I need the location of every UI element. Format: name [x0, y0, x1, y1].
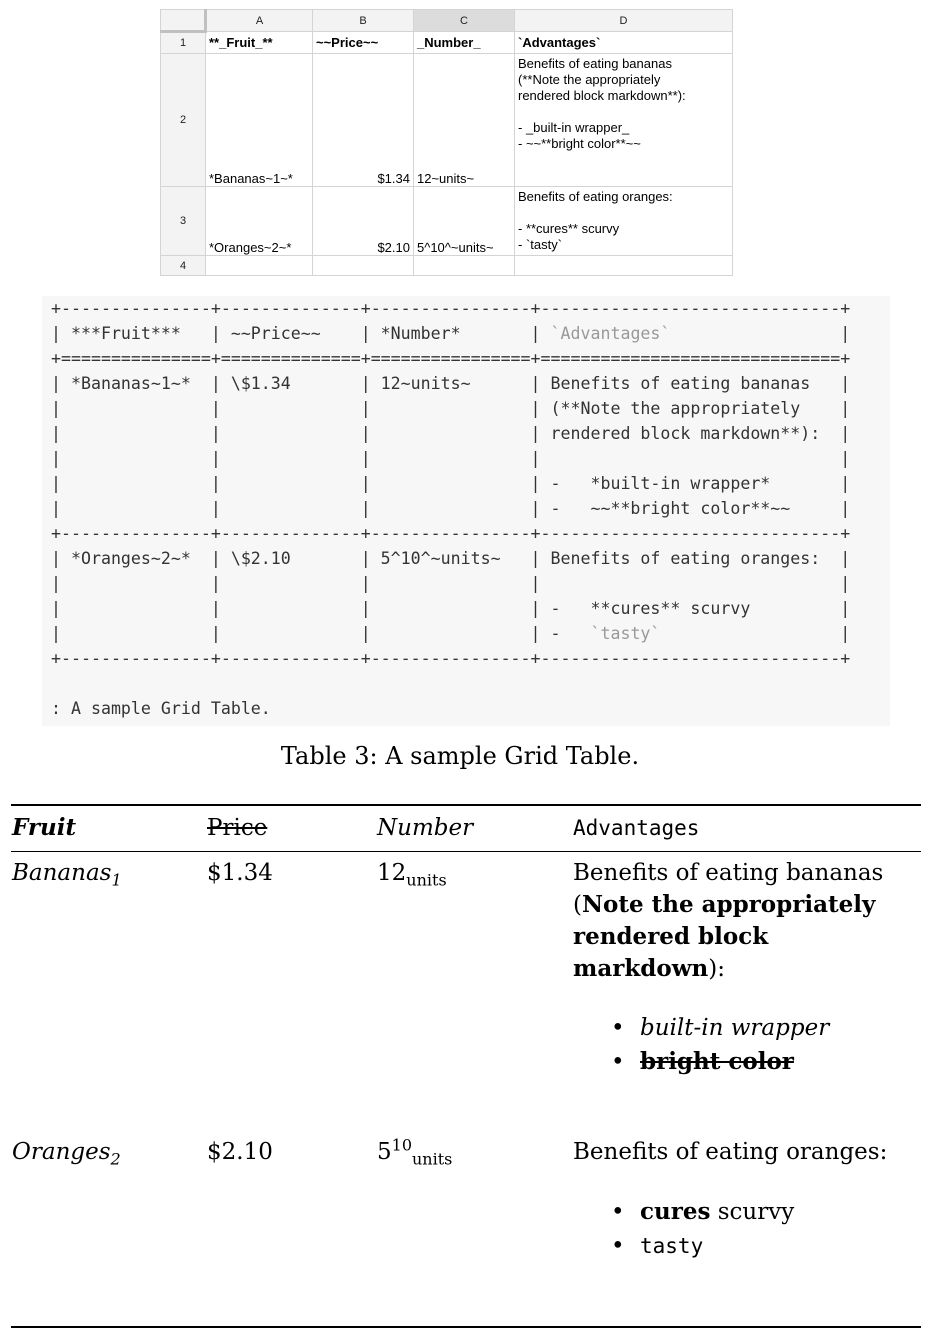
- column-header-b[interactable]: B: [313, 10, 414, 32]
- cell-b2[interactable]: $1.34: [313, 54, 414, 187]
- cell-d2[interactable]: Benefits of eating bananas (**Note the appropriately rendered block markdown**): - _built-in wrapper_ - ~~**bright color**~~: [515, 54, 733, 187]
- open-paren: (: [573, 892, 582, 918]
- row2-number-text: 5: [377, 1139, 392, 1165]
- row2-bullet2: tasty: [640, 1234, 704, 1258]
- row2-number-subscript: units: [412, 1149, 453, 1169]
- row2-bullet1-rest: scurvy: [710, 1199, 795, 1225]
- source-line: +===============+==============+================+==============================+: [51, 349, 851, 368]
- row1-adv-line1: Benefits of eating bananas: [573, 860, 884, 886]
- bottom-rule: [11, 1326, 921, 1328]
- row1-number-subscript: units: [406, 870, 447, 890]
- row1-adv-line2: [573, 889, 913, 921]
- row1-fruit: [12, 857, 122, 889]
- header-number: Number: [377, 815, 474, 841]
- row1-fruit-text: Bananas: [12, 860, 112, 886]
- bullet-icon: •: [611, 1049, 625, 1075]
- row2-adv-line1: Benefits of eating oranges:: [573, 1139, 888, 1165]
- row2-fruit: [12, 1136, 121, 1168]
- cell-d3[interactable]: Benefits of eating oranges: - **cures** scurvy - `tasty`: [515, 187, 733, 256]
- mid-rule: [11, 851, 921, 852]
- row1-adv-bold2: rendered block: [573, 923, 769, 950]
- cell-c2[interactable]: 12~units~: [414, 54, 515, 187]
- row1-bullet2: bright color: [640, 1048, 794, 1075]
- bullet-icon: •: [611, 1015, 625, 1041]
- row2-bullet1: [640, 1196, 794, 1228]
- row2-number: [377, 1136, 452, 1168]
- cell-b1[interactable]: ~~Price~~: [313, 32, 414, 54]
- row1-fruit-subscript: 1: [111, 870, 122, 890]
- header-price: Price: [207, 815, 268, 841]
- row2-fruit-text: Oranges: [12, 1139, 111, 1165]
- header-advantages: Advantages: [573, 816, 700, 840]
- source-line: | | | | - **cures** scurvy |: [51, 599, 851, 618]
- source-line: | | | | |: [51, 449, 851, 468]
- cell-b4[interactable]: [313, 256, 414, 276]
- cell-c3[interactable]: 5^10^~units~: [414, 187, 515, 256]
- row1-number-text: 12: [377, 860, 407, 886]
- source-line: +---------------+--------------+----------------+------------------------------+: [51, 649, 851, 668]
- row1-adv-bold1: Note the appropriately: [581, 891, 876, 918]
- cell-d1[interactable]: `Advantages`: [515, 32, 733, 54]
- row1-number: [377, 857, 447, 889]
- source-line: |: [660, 624, 851, 643]
- top-rule: [11, 804, 921, 806]
- cell-c4[interactable]: [414, 256, 515, 276]
- source-caption-line: : A sample Grid Table.: [51, 699, 271, 718]
- cell-d4[interactable]: [515, 256, 733, 276]
- cell-a2[interactable]: *Bananas~1~*: [206, 54, 313, 187]
- cell-c1[interactable]: _Number_: [414, 32, 515, 54]
- grid-table-source-block: [42, 296, 890, 726]
- header-fruit: Fruit: [12, 814, 77, 841]
- source-line: |: [670, 324, 851, 343]
- row2-fruit-subscript: 2: [110, 1149, 121, 1169]
- column-header-a[interactable]: A: [206, 10, 313, 32]
- column-header-c[interactable]: C: [414, 10, 515, 32]
- source-line: | *Oranges~2~* | \$2.10 | 5^10^~units~ | Benefits of eating oranges: |: [51, 549, 851, 568]
- row1-price: $1.34: [207, 860, 273, 886]
- source-line: | ***Fruit*** | ~~Price~~ | *Number* |: [51, 324, 551, 343]
- source-line: +---------------+--------------+----------------+------------------------------+: [51, 524, 851, 543]
- source-line: | | | | |: [51, 574, 851, 593]
- row2-price: $2.10: [207, 1139, 273, 1165]
- source-line: | | | | - *built-in wrapper* |: [51, 474, 851, 493]
- row2-bullet1-bold: cures: [640, 1198, 711, 1225]
- source-code-span: `Advantages`: [550, 324, 671, 343]
- row1-bullet1: built-in wrapper: [640, 1015, 830, 1041]
- source-line: | | | | - ~~**bright color**~~ |: [51, 499, 851, 518]
- source-line: | | | | rendered block markdown**): |: [51, 424, 851, 443]
- grid-table-source: [42, 296, 890, 721]
- source-line: +---------------+--------------+----------------+------------------------------+: [51, 299, 851, 318]
- row1-advantages: [573, 857, 913, 985]
- cell-a4[interactable]: [206, 256, 313, 276]
- spreadsheet: [160, 9, 733, 276]
- row2-number-superscript: 10: [391, 1135, 412, 1155]
- table-caption: Table 3: A sample Grid Table.: [280, 742, 640, 770]
- close-paren: ):: [708, 956, 725, 982]
- row-header-4[interactable]: 4: [161, 256, 206, 276]
- source-line: | *Bananas~1~* | \$1.34 | 12~units~ | Benefits of eating bananas |: [51, 374, 851, 393]
- column-header-d[interactable]: D: [515, 10, 733, 32]
- bullet-icon: •: [611, 1233, 625, 1259]
- source-code-span: `tasty`: [590, 624, 661, 643]
- cell-a1[interactable]: **_Fruit_**: [206, 32, 313, 54]
- source-line: | | | | -: [51, 624, 591, 643]
- sheet-corner[interactable]: [161, 10, 206, 32]
- row-header-2[interactable]: 2: [161, 54, 206, 187]
- bullet-icon: •: [611, 1199, 625, 1225]
- source-line: | | | | (**Note the appropriately |: [51, 399, 851, 418]
- cell-a3[interactable]: *Oranges~2~*: [206, 187, 313, 256]
- row-header-1[interactable]: 1: [161, 32, 206, 54]
- cell-b3[interactable]: $2.10: [313, 187, 414, 256]
- row-header-3[interactable]: 3: [161, 187, 206, 256]
- row1-adv-line4: [573, 953, 913, 985]
- row1-adv-bold3: markdown: [573, 955, 709, 982]
